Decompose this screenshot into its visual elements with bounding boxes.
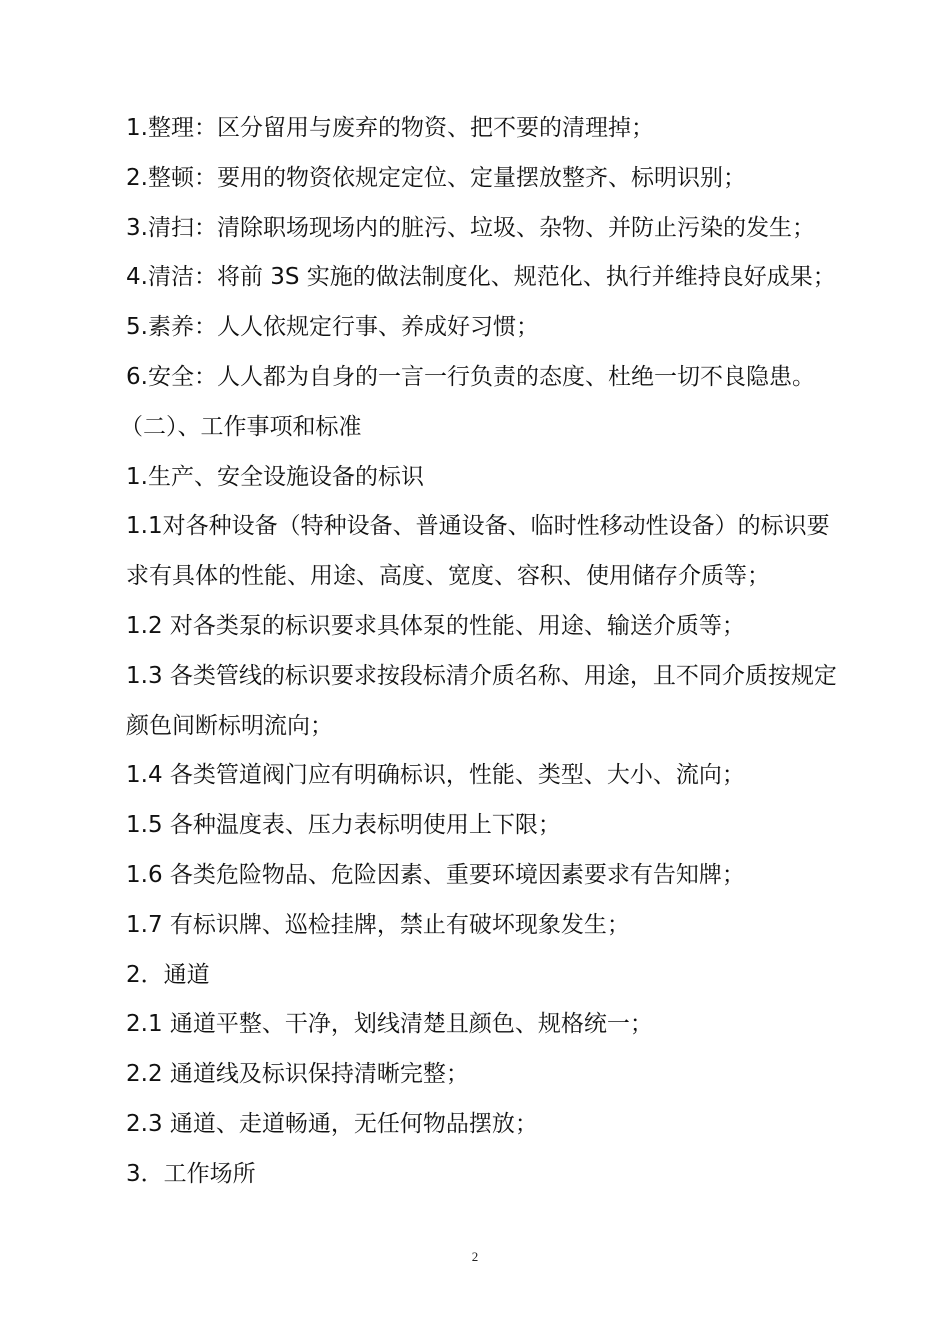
subsection-heading: 1.生产、安全设施设备的标识 — [126, 463, 424, 490]
text-line: 5.素养：人人依规定行事、养成好习惯； — [126, 314, 539, 341]
text-line: 1.6 各类危险物品、危险因素、重要环境因素要求有告知牌； — [126, 861, 745, 888]
page-number: 2 — [471, 1249, 479, 1264]
text-line: 3.清扫：清除职场现场内的脏污、垃圾、杂物、并防止污染的发生； — [126, 214, 815, 241]
text-line: 1.3 各类管线的标识要求按段标清介质名称、用途，且不同介质按规定 — [126, 662, 837, 689]
text-line: 2.1 通道平整、干净，划线清楚且颜色、规格统一； — [126, 1011, 653, 1038]
subsection-heading: 2．通道 — [126, 961, 210, 988]
text-line: 求有具体的性能、用途、高度、宽度、容积、使用储存介质等； — [126, 563, 770, 590]
text-line: 1.7 有标识牌、巡检挂牌，禁止有破坏现象发生； — [126, 911, 630, 938]
text-line: 1.2 对各类泵的标识要求具体泵的性能、用途、输送介质等； — [126, 612, 745, 639]
text-line: 1.5 各种温度表、压力表标明使用上下限； — [126, 812, 561, 839]
text-line: 4.清洁：将前 3S 实施的做法制度化、规范化、执行并维持良好成果； — [126, 264, 836, 291]
text-line: 颜色间断标明流向； — [126, 712, 333, 739]
section-heading: （二）、工作事项和标准 — [120, 413, 362, 440]
text-line: 1.1对各种设备（特种设备、普通设备、临时性移动性设备）的标识要 — [126, 513, 830, 540]
text-line: 2.整顿：要用的物资依规定定位、定量摆放整齐、标明识别； — [126, 164, 746, 191]
text-line: 2.2 通道线及标识保持清晰完整； — [126, 1061, 469, 1088]
text-line: 1.4 各类管道阀门应有明确标识，性能、类型、大小、流向； — [126, 762, 745, 789]
subsection-heading: 3．工作场所 — [126, 1160, 256, 1187]
text-line: 1.整理：区分留用与废弃的物资、把不要的清理掉； — [126, 115, 654, 141]
text-line: 6.安全：人人都为自身的一言一行负责的态度、杜绝一切不良隐患。 — [126, 363, 815, 390]
document-body — [120, 104, 866, 1200]
text-line: 2.3 通道、走道畅通，无任何物品摆放； — [126, 1110, 538, 1137]
